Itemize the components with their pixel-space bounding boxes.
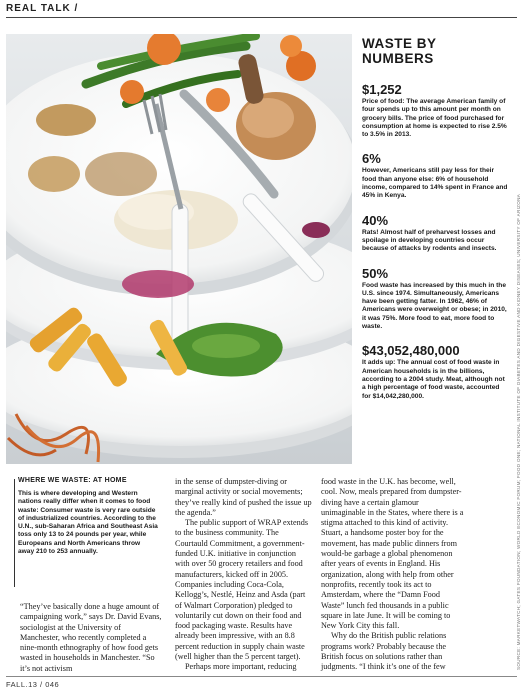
stat-text: It adds up: The annual cost of food waste in American households is in the billions, according to a 2004 study. Meat, although not a high percentage of food waste, accounted for $14,042,280,000. <box>362 359 505 400</box>
stat-item <box>362 213 508 254</box>
stat-figure: 6% <box>362 151 381 167</box>
section-header: REAL TALK / <box>6 3 79 14</box>
photo-illustration <box>6 34 352 464</box>
sidebar-title-line-2: NUMBERS <box>362 51 434 66</box>
callout-rule <box>14 479 15 587</box>
header-rule <box>6 17 517 18</box>
body-column-1 <box>20 602 162 674</box>
body-column-2 <box>175 477 312 673</box>
stat-item <box>362 266 508 332</box>
stat-item <box>362 343 508 400</box>
page-folio: FALL.13 / 046 <box>6 680 60 689</box>
callout-box <box>18 477 158 556</box>
body-column-3 <box>321 477 464 673</box>
stat-figure: 50% <box>362 265 389 281</box>
sidebar-title <box>362 36 508 66</box>
stat-text: However, Americans still pay less for their food than anyone else: 6% of household income, compared to 14% spent in France and 45% in Kenya. <box>362 167 508 200</box>
body-paragraph: Perhaps more important, reducing <box>185 662 297 672</box>
stat-text: Food waste has increased by this much in the U.S. since 1974. Simultaneously, Americans have been getting fatter. In 1962, 46% of Americans were overweight or obese; in 2010, it was 75%. More food to eat, more food to waste. <box>362 281 507 331</box>
stat-text: Rats! Almost half of preharvest losses and spoilage in developing countries occur because of attacks by rodents and insects. <box>362 228 497 253</box>
photo-source-credit <box>505 130 519 670</box>
callout-text: This is where developing and Western nations really differ when it comes to food waste: Consumer waste is very rare outside of industrialized countries. According to the U.N., sub-Saharan Africa and Southeast Asia toss only 13 to 24 pounds per year, while Europeans and North Americans throw away 210 to 253 annually. <box>18 490 158 556</box>
stat-item <box>362 82 508 139</box>
stat-figure: $1,252 <box>362 82 402 97</box>
callout-title: WHERE WE WASTE: AT HOME <box>18 477 127 484</box>
stat-item <box>362 151 508 200</box>
body-paragraph: The public support of WRAP extends to the business community. The Courtauld Commitment, a government-funded U.K. initiative in conjunction with over 50 grocery retailers and food manufacturers, kicked off in 2005. Companies including Coca-Cola, Kellogg’s, Nestlé, Heinz and Asda (part of Walmart Corporation) pledged to voluntarily cut down on their food and food packaging waste. Results have already been impressive, with an 8.8 percent reduction in supply chain waste (well higher than the 5 percent target). <box>175 518 309 662</box>
plate-of-leftovers-photo <box>6 34 352 464</box>
sidebar-title-line-1: WASTE BY <box>362 36 437 51</box>
body-paragraph: in the sense of dumpster-diving or marginal activity or social movements; they’ve really kind of pushed the issue up the agenda.” <box>175 477 312 517</box>
body-paragraph: Why do the British public relations programs work? Probably because the British focus on solutions rather than judgments. “I think it’s one of the few <box>321 631 447 672</box>
footer-rule <box>6 676 517 677</box>
source-credit-text: SOURCE: MARKETWATCH; GATES FOUNDATION; WORLD ECONOMIC FORUM; FOOD ONE; NATIONAL INSTITUTE OF DIABETES AND DIGESTIVE AND KIDNEY DISEASES; UNIVERSITY OF ARIZONA <box>516 193 521 670</box>
waste-by-numbers-sidebar <box>362 36 508 413</box>
stat-figure: $43,052,480,000 <box>362 343 460 359</box>
stat-figure: 40% <box>362 212 389 228</box>
body-paragraph: “They’ve basically done a huge amount of campaigning work,” says Dr. David Evans, sociologist at the University of Manchester, who recently completed a nine-month ethnography of how food gets wasted in households in Manchester. “So it’s not activism <box>20 602 162 673</box>
body-paragraph: food waste in the U.K. has become, well, cool. Now, meals prepared from dumpster-diving have a certain glamour unimaginable in the States, where there is a stigma attached to this kind of activity. Stuart, a handsome poster boy for the movement, has made public dinners from would-be garbage a global phenomenon after years of events in England. His organization, along with help from other nonprofits, recently took its act to Amsterdam, where the “Damn Food Waste” lunch fed thousands in a public square in late June. It will be coming to New York City this fall. <box>321 477 464 631</box>
stat-text: Price of food: The average American family of four spends up to this amount per month on grocery bills. The price of food purchased for consumption at home is expected to rise 2.5% to 3.5% in 2013. <box>362 98 507 139</box>
